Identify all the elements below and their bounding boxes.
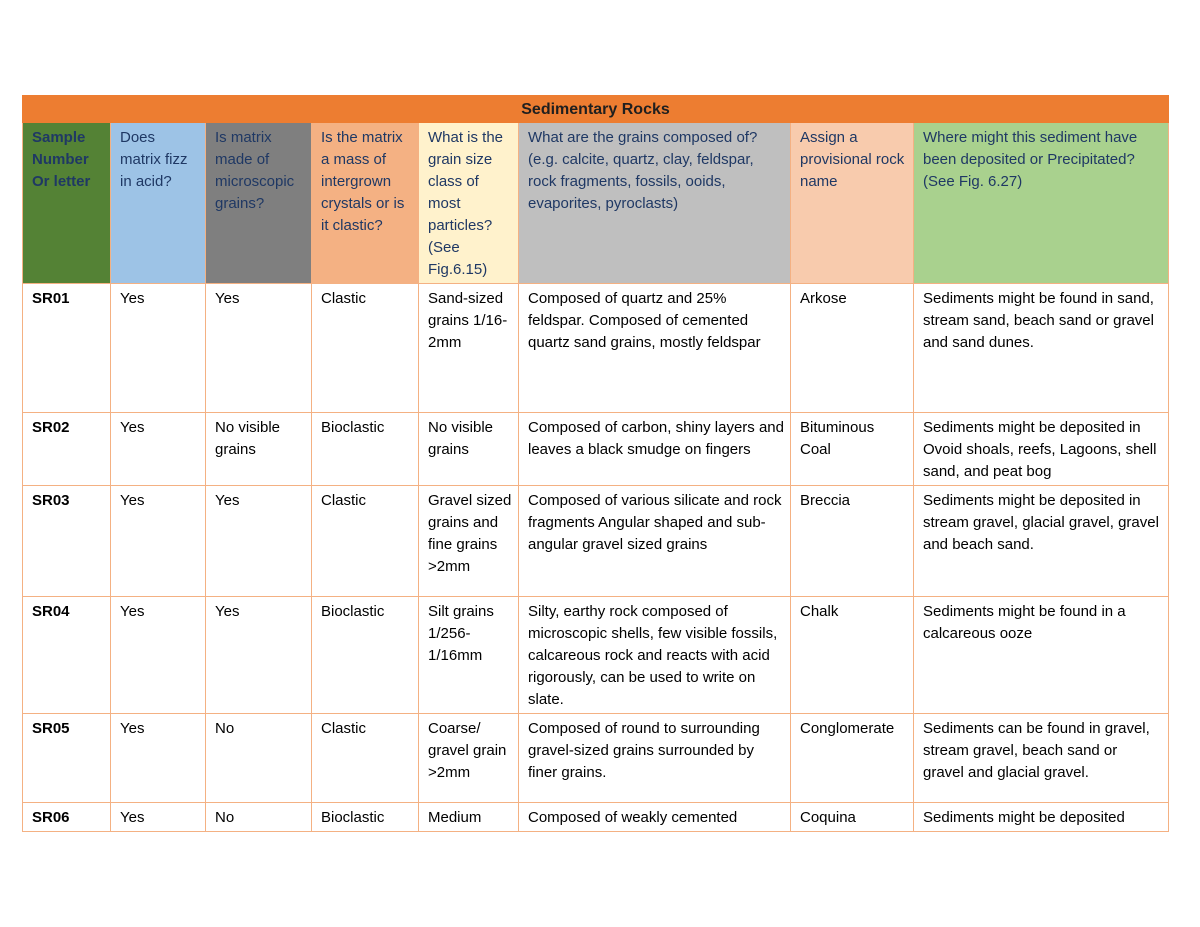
cell-microscopic: Yes <box>206 284 312 413</box>
cell-grain-size: Gravel sized grains and fine grains >2mm <box>419 486 519 597</box>
cell-sample-id: SR05 <box>23 714 111 803</box>
cell-texture: Bioclastic <box>312 597 419 714</box>
table-row <box>23 284 1169 413</box>
cell-composition: Composed of round to surrounding gravel-sized grains surrounded by finer grains. <box>519 714 791 803</box>
cell-environment: Sediments might be found in a calcareous ooze <box>914 597 1169 714</box>
cell-composition: Composed of various silicate and rock fragments Angular shaped and sub-angular gravel sized grains <box>519 486 791 597</box>
cell-fizz: Yes <box>111 284 206 413</box>
cell-microscopic: No <box>206 714 312 803</box>
cell-microscopic: No <box>206 803 312 832</box>
cell-composition: Composed of carbon, shiny layers and leaves a black smudge on fingers <box>519 413 791 486</box>
cell-composition: Composed of weakly cemented <box>519 803 791 832</box>
cell-grain-size: Coarse/ gravel grain >2mm <box>419 714 519 803</box>
cell-composition: Composed of quartz and 25% feldspar. Composed of cemented quartz sand grains, mostly feldspar <box>519 284 791 413</box>
cell-environment: Sediments can be found in gravel, stream gravel, beach sand or gravel and glacial gravel. <box>914 714 1169 803</box>
cell-sample-id: SR03 <box>23 486 111 597</box>
cell-texture: Clastic <box>312 486 419 597</box>
cell-microscopic: Yes <box>206 597 312 714</box>
cell-rock-name: Breccia <box>791 486 914 597</box>
cell-microscopic: No visible grains <box>206 413 312 486</box>
header-deposition-environment: Where might this sediment have been deposited or Precipitated? (See Fig. 6.27) <box>914 123 1169 284</box>
cell-rock-name: Bituminous Coal <box>791 413 914 486</box>
cell-fizz: Yes <box>111 714 206 803</box>
cell-rock-name: Coquina <box>791 803 914 832</box>
cell-microscopic: Yes <box>206 486 312 597</box>
table-title-row <box>23 96 1169 123</box>
cell-composition: Silty, earthy rock composed of microscopic shells, few visible fossils, calcareous rock and reacts with acid rigorously, can be used to write on slate. <box>519 597 791 714</box>
cell-grain-size: No visible grains <box>419 413 519 486</box>
header-grain-composition: What are the grains composed of? (e.g. calcite, quartz, clay, feldspar, rock fragments, fossils, ooids, evaporites, pyroclasts) <box>519 123 791 284</box>
cell-sample-id: SR06 <box>23 803 111 832</box>
cell-environment: Sediments might be deposited in Ovoid shoals, reefs, Lagoons, shell sand, and peat bog <box>914 413 1169 486</box>
table-row <box>23 714 1169 803</box>
header-fizz-in-acid: Does matrix fizz in acid? <box>111 123 206 284</box>
header-microscopic-grains: Is matrix made of microscopic grains? <box>206 123 312 284</box>
cell-fizz: Yes <box>111 803 206 832</box>
table-row <box>23 803 1169 832</box>
cell-fizz: Yes <box>111 413 206 486</box>
table-header-row <box>23 123 1169 284</box>
table-row <box>23 486 1169 597</box>
header-rock-name: Assign a provisional rock name <box>791 123 914 284</box>
sedimentary-rocks-sheet <box>22 95 1168 832</box>
cell-environment: Sediments might be deposited <box>914 803 1169 832</box>
cell-environment: Sediments might be found in sand, stream sand, beach sand or gravel and sand dunes. <box>914 284 1169 413</box>
cell-sample-id: SR04 <box>23 597 111 714</box>
cell-rock-name: Chalk <box>791 597 914 714</box>
cell-grain-size: Medium <box>419 803 519 832</box>
cell-sample-id: SR02 <box>23 413 111 486</box>
sedimentary-rocks-table <box>22 95 1169 832</box>
header-grain-size-class: What is the grain size class of most particles? (See Fig.6.15) <box>419 123 519 284</box>
cell-sample-id: SR01 <box>23 284 111 413</box>
table-row <box>23 413 1169 486</box>
table-title: Sedimentary Rocks <box>23 96 1169 123</box>
table-row <box>23 597 1169 714</box>
cell-texture: Clastic <box>312 714 419 803</box>
cell-texture: Bioclastic <box>312 413 419 486</box>
cell-texture: Clastic <box>312 284 419 413</box>
cell-grain-size: Sand-sized grains 1/16-2mm <box>419 284 519 413</box>
header-crystals-or-clastic: Is the matrix a mass of intergrown crystals or is it clastic? <box>312 123 419 284</box>
cell-texture: Bioclastic <box>312 803 419 832</box>
header-sample-number: Sample Number Or letter <box>23 123 111 284</box>
cell-environment: Sediments might be deposited in stream gravel, glacial gravel, gravel and beach sand. <box>914 486 1169 597</box>
cell-fizz: Yes <box>111 597 206 714</box>
cell-rock-name: Arkose <box>791 284 914 413</box>
cell-fizz: Yes <box>111 486 206 597</box>
cell-grain-size: Silt grains 1/256-1/16mm <box>419 597 519 714</box>
cell-rock-name: Conglomerate <box>791 714 914 803</box>
